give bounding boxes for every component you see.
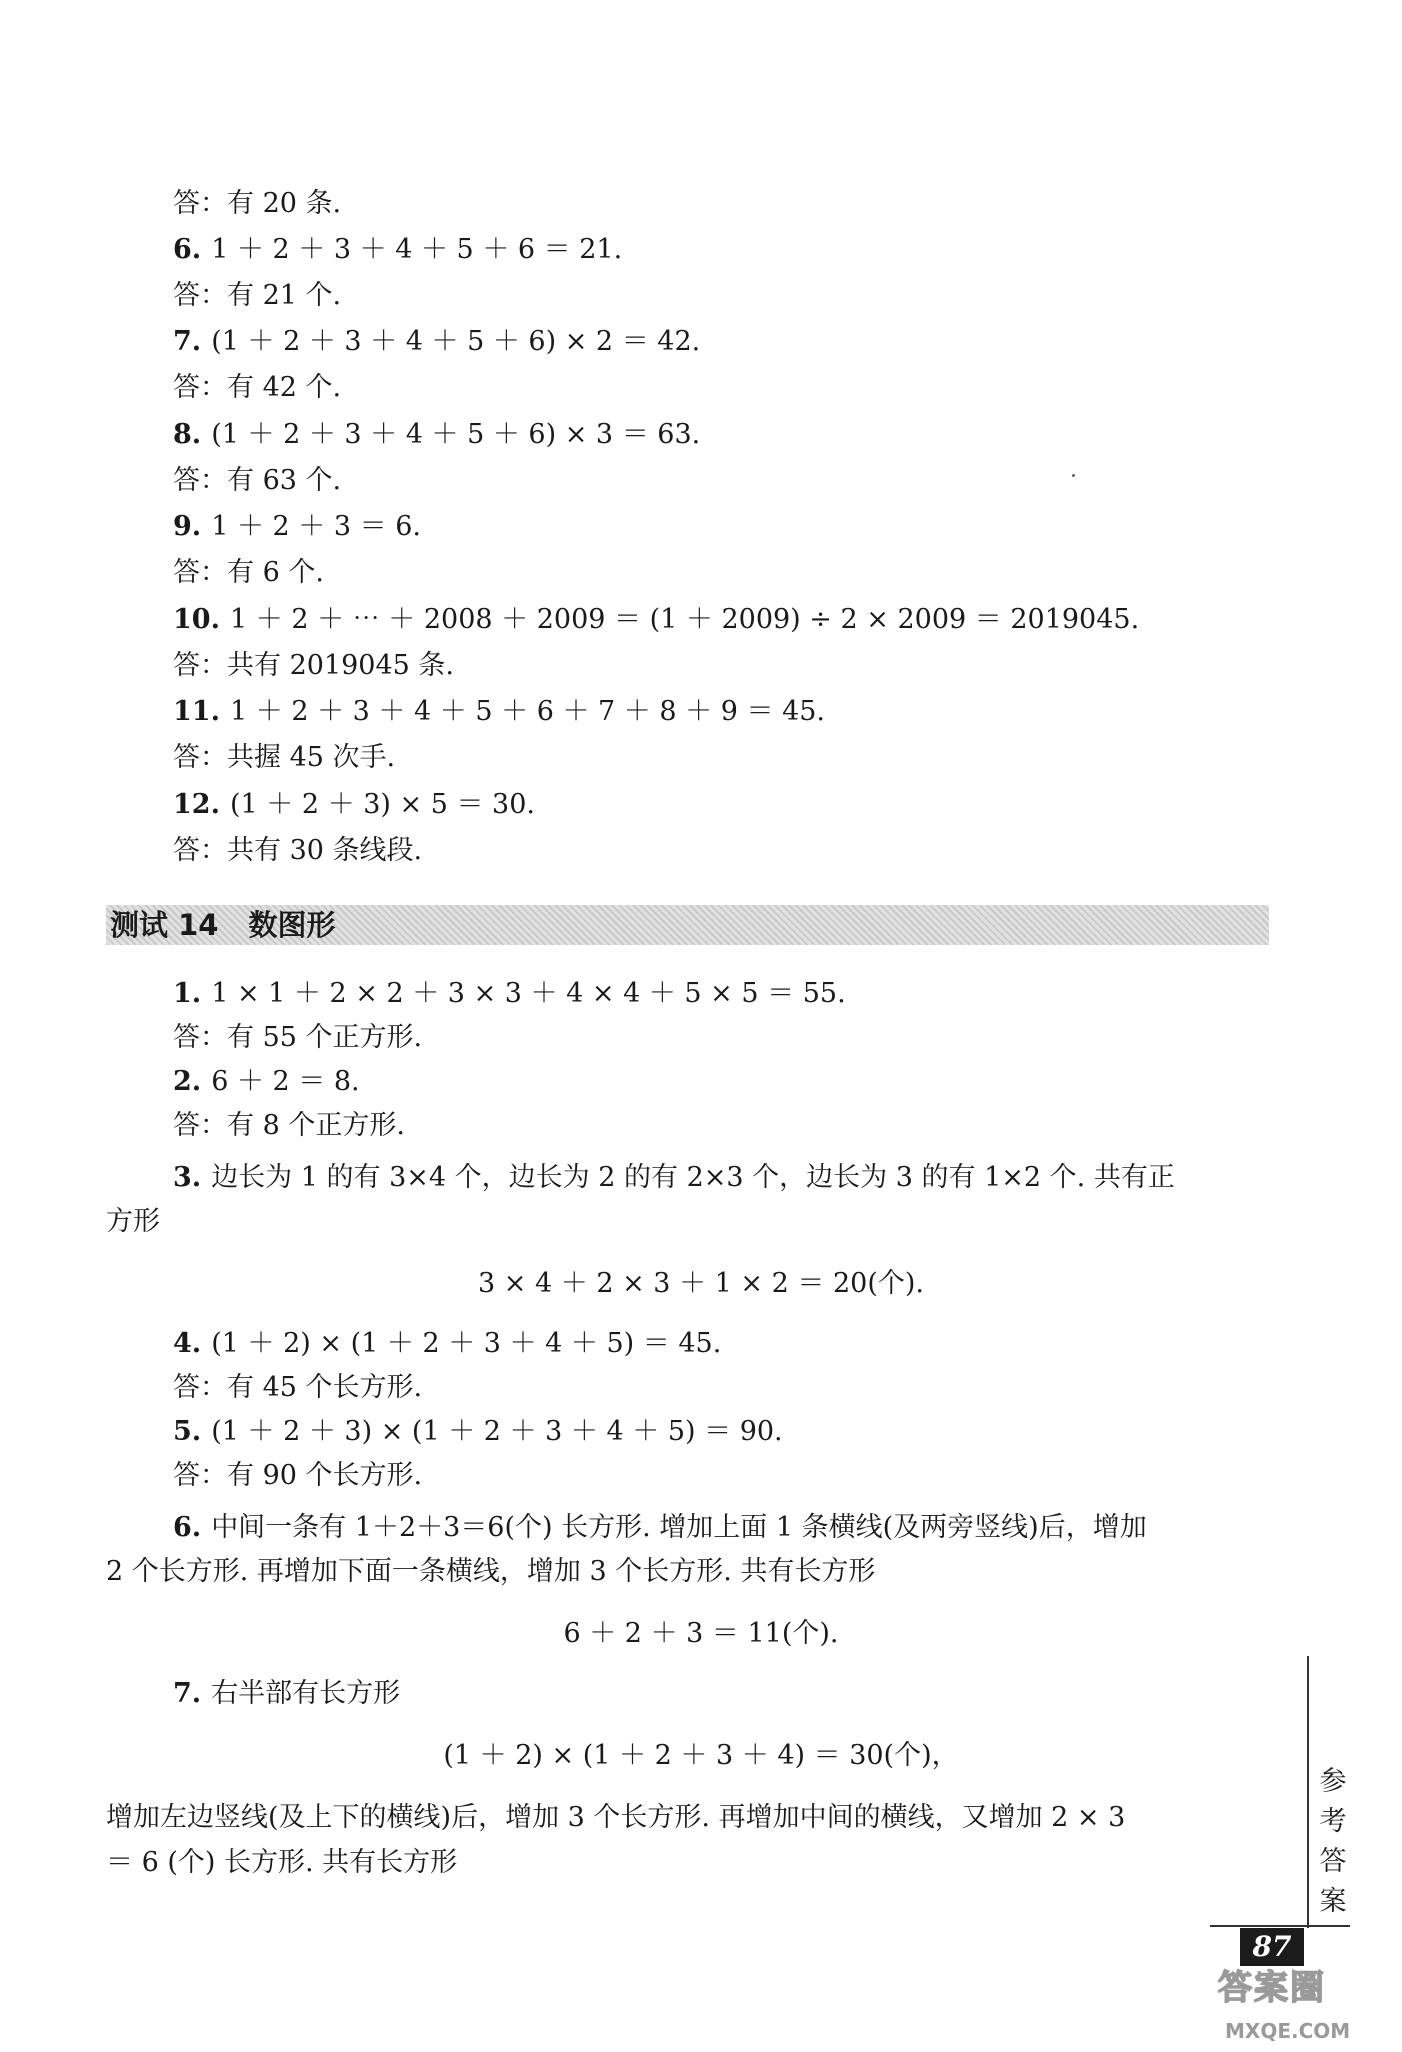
question-number: 5. [173,1416,202,1447]
question-number: 3. [173,1162,202,1193]
answer-line: 答：共有 30 条线段. [173,835,423,866]
answer-line: 答：有 6 个. [173,557,324,588]
question-text: 右半部有长方形 [211,1678,401,1709]
question-line [173,1676,400,1712]
question-number: 4. [173,1328,202,1359]
question-line [173,1414,783,1450]
question-text: 1 ＋ 2 ＋ 3 ＝ 6. [211,511,421,542]
question-number: 6. [173,1512,202,1543]
page-number-rule [1210,1925,1350,1927]
question-line [173,232,622,268]
watermark-logo: 答案圈 [1218,1968,1326,2008]
section-header [106,905,1269,945]
question-text: 1 × 1 ＋ 2 × 2 ＋ 3 × 3 ＋ 4 × 4 ＋ 5 × 5 ＝ 55. [211,978,846,1009]
question-line [173,602,1139,638]
question-number: 1. [173,978,202,1009]
formula: 6 ＋ 2 ＋ 3 ＝ 11(个). [563,1618,839,1649]
question-text: 1 ＋ 2 ＋ ⋯ ＋ 2008 ＋ 2009 ＝ (1 ＋ 2009) ÷ 2 × 2009 ＝ 2019045. [229,604,1140,635]
question-line [173,1326,721,1362]
question-line [173,509,421,545]
answer-line: 答：有 63 个. [173,465,342,496]
side-rule [1307,1656,1309,1928]
question-number: 7. [173,1678,202,1709]
watermark-url: MXQE.COM [1225,2019,1351,2043]
question-number: 2. [173,1066,202,1097]
question-text: (1 ＋ 2) × (1 ＋ 2 ＋ 3 ＋ 4 ＋ 5) ＝ 45. [211,1328,722,1359]
formula: 3 × 4 ＋ 2 × 3 ＋ 1 × 2 ＝ 20(个). [478,1268,924,1299]
question-line [173,1510,1147,1546]
question-text: 6 ＋ 2 ＝ 8. [211,1066,360,1097]
side-label: 参考答案 [1319,1766,1347,1917]
question-number: 11. [173,696,220,727]
formula: (1 ＋ 2) × (1 ＋ 2 ＋ 3 ＋ 4) ＝ 30(个)， [443,1740,959,1771]
question-number: 7. [173,326,202,357]
question-text-continued: ＝ 6 (个) 长方形. 共有长方形 [106,1847,458,1878]
print-speck [1072,474,1075,477]
question-number: 10. [173,604,220,635]
answer-line: 答：有 42 个. [173,372,342,403]
answer-line: 答：共握 45 次手. [173,742,396,773]
question-line [173,417,700,453]
answer-line: 答：有 55 个正方形. [173,1022,423,1053]
question-number: 8. [173,419,202,450]
question-text: 中间一条有 1＋2＋3＝6(个) 长方形. 增加上面 1 条横线(及两旁竖线)后，增加 [211,1512,1147,1543]
answer-line: 答：有 21 个. [173,280,342,311]
question-line [173,787,535,823]
question-text-continued: 2 个长方形. 再增加下面一条横线，增加 3 个长方形. 共有长方形 [106,1556,876,1587]
page-number: 87 [1240,1928,1304,1966]
question-line [173,976,846,1012]
question-line [173,324,700,360]
question-text-continued: 方形 [106,1206,160,1237]
question-line [173,1064,360,1100]
question-text: (1 ＋ 2 ＋ 3 ＋ 4 ＋ 5 ＋ 6) × 3 ＝ 63. [211,419,701,450]
answer-line: 答：有 45 个长方形. [173,1372,423,1403]
question-text: (1 ＋ 2 ＋ 3) × 5 ＝ 30. [229,789,535,820]
question-text: 1 ＋ 2 ＋ 3 ＋ 4 ＋ 5 ＋ 6 ＝ 21. [211,234,623,265]
question-line [173,694,825,730]
question-number: 12. [173,789,220,820]
answer-line: 答：有 8 个正方形. [173,1110,405,1141]
question-number: 6. [173,234,202,265]
section-number: 测试 14 [110,908,219,942]
answer-line: 答：共有 2019045 条. [173,650,454,681]
section-title [110,906,335,944]
answer-line: 答：有 90 个长方形. [173,1460,423,1491]
question-text: (1 ＋ 2 ＋ 3) × (1 ＋ 2 ＋ 3 ＋ 4 ＋ 5) ＝ 90. [211,1416,783,1447]
section-name: 数图形 [248,908,336,942]
question-text: 边长为 1 的有 3×4 个，边长为 2 的有 2×3 个，边长为 3 的有 1×2 个. 共有正 [211,1162,1175,1193]
question-number: 9. [173,511,202,542]
question-line [173,1160,1175,1196]
question-text: 1 ＋ 2 ＋ 3 ＋ 4 ＋ 5 ＋ 6 ＋ 7 ＋ 8 ＋ 9 ＝ 45. [229,696,826,727]
question-text: (1 ＋ 2 ＋ 3 ＋ 4 ＋ 5 ＋ 6) × 2 ＝ 42. [211,326,701,357]
answer-line: 答：有 20 条. [173,188,342,219]
question-text-continued: 增加左边竖线(及上下的横线)后，增加 3 个长方形. 再增加中间的横线，又增加 2 × 3 [106,1802,1126,1833]
